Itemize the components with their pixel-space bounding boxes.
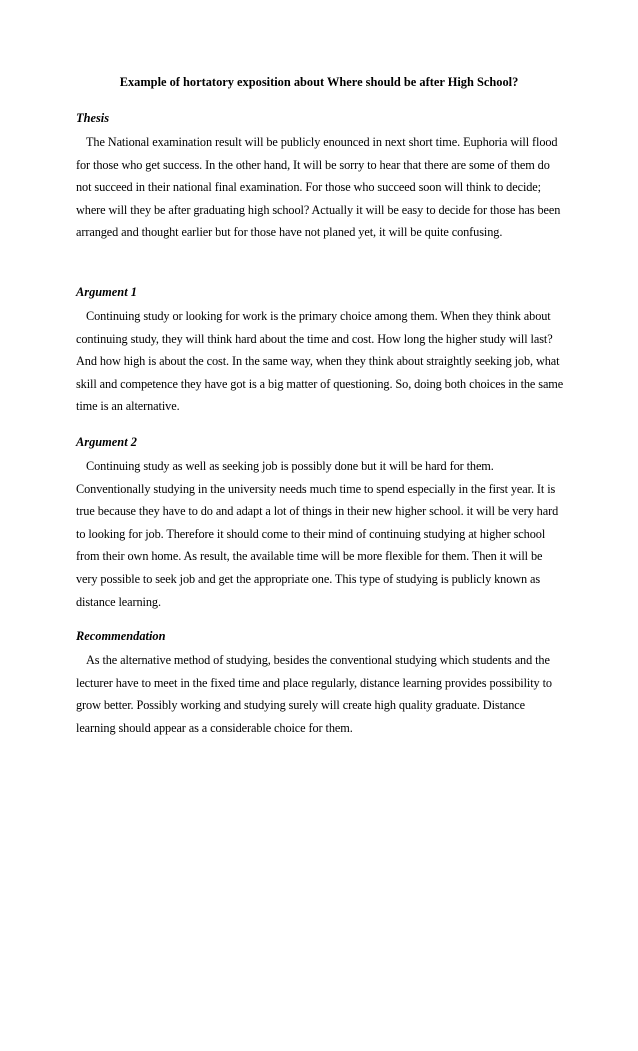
section-heading-thesis: Thesis [76,111,110,125]
section-heading-argument-1: Argument 1 [76,285,137,299]
section-heading-argument-2: Argument 2 [76,435,137,449]
document-title: Example of hortatory exposition about Where should be after High School? [119,75,519,89]
section-argument-2 [76,434,566,613]
section-thesis [76,110,566,244]
section-argument-1 [76,284,566,418]
section-heading-recommendation: Recommendation [76,629,166,643]
section-body-thesis: The National examination result will be publicly enounced in next short time. Euphoria will flood for those who get success. In the other hand, It will be sorry to hear that there are some of them do not succeed in their national final examination. For those who succeed soon will think to decide; where will they be after graduating high school? Actually it will be easy to decide for those has been arranged and thought earlier but for those have not planed yet, it will be quite confusing. [76,135,561,240]
section-recommendation [76,628,566,739]
section-body-argument-2: Continuing study as well as seeking job is possibly done but it will be hard for them. Conventionally studying in the university needs much time to spend especially in the first year. It is true because they have to do and adapt a lot of things in their new higher school. it will be very hard to looking for job. Therefore it should come to their mind of continuing studying at higher school from their own home. As result, the available time will be more flexible for them. Then it will be very possible to seek job and get the appropriate one. This type of studying is publicly known as distance learning. [76,459,559,609]
section-body-recommendation: As the alternative method of studying, besides the conventional studying which students and the lecturer have to meet in the fixed time and place regularly, distance learning provides possibility to grow better. Possibly working and studying surely will create high quality graduate. Distance learning should appear as a considerable choice for them. [76,653,552,735]
section-body-argument-1: Continuing study or looking for work is the primary choice among them. When they think about continuing study, they will think hard about the time and cost. How long the higher study will last? And how high is about the cost. In the same way, when they think about straightly seeking job, what skill and competence they have got is a big matter of questioning. So, doing both choices in the same time is an alternative. [76,309,564,414]
